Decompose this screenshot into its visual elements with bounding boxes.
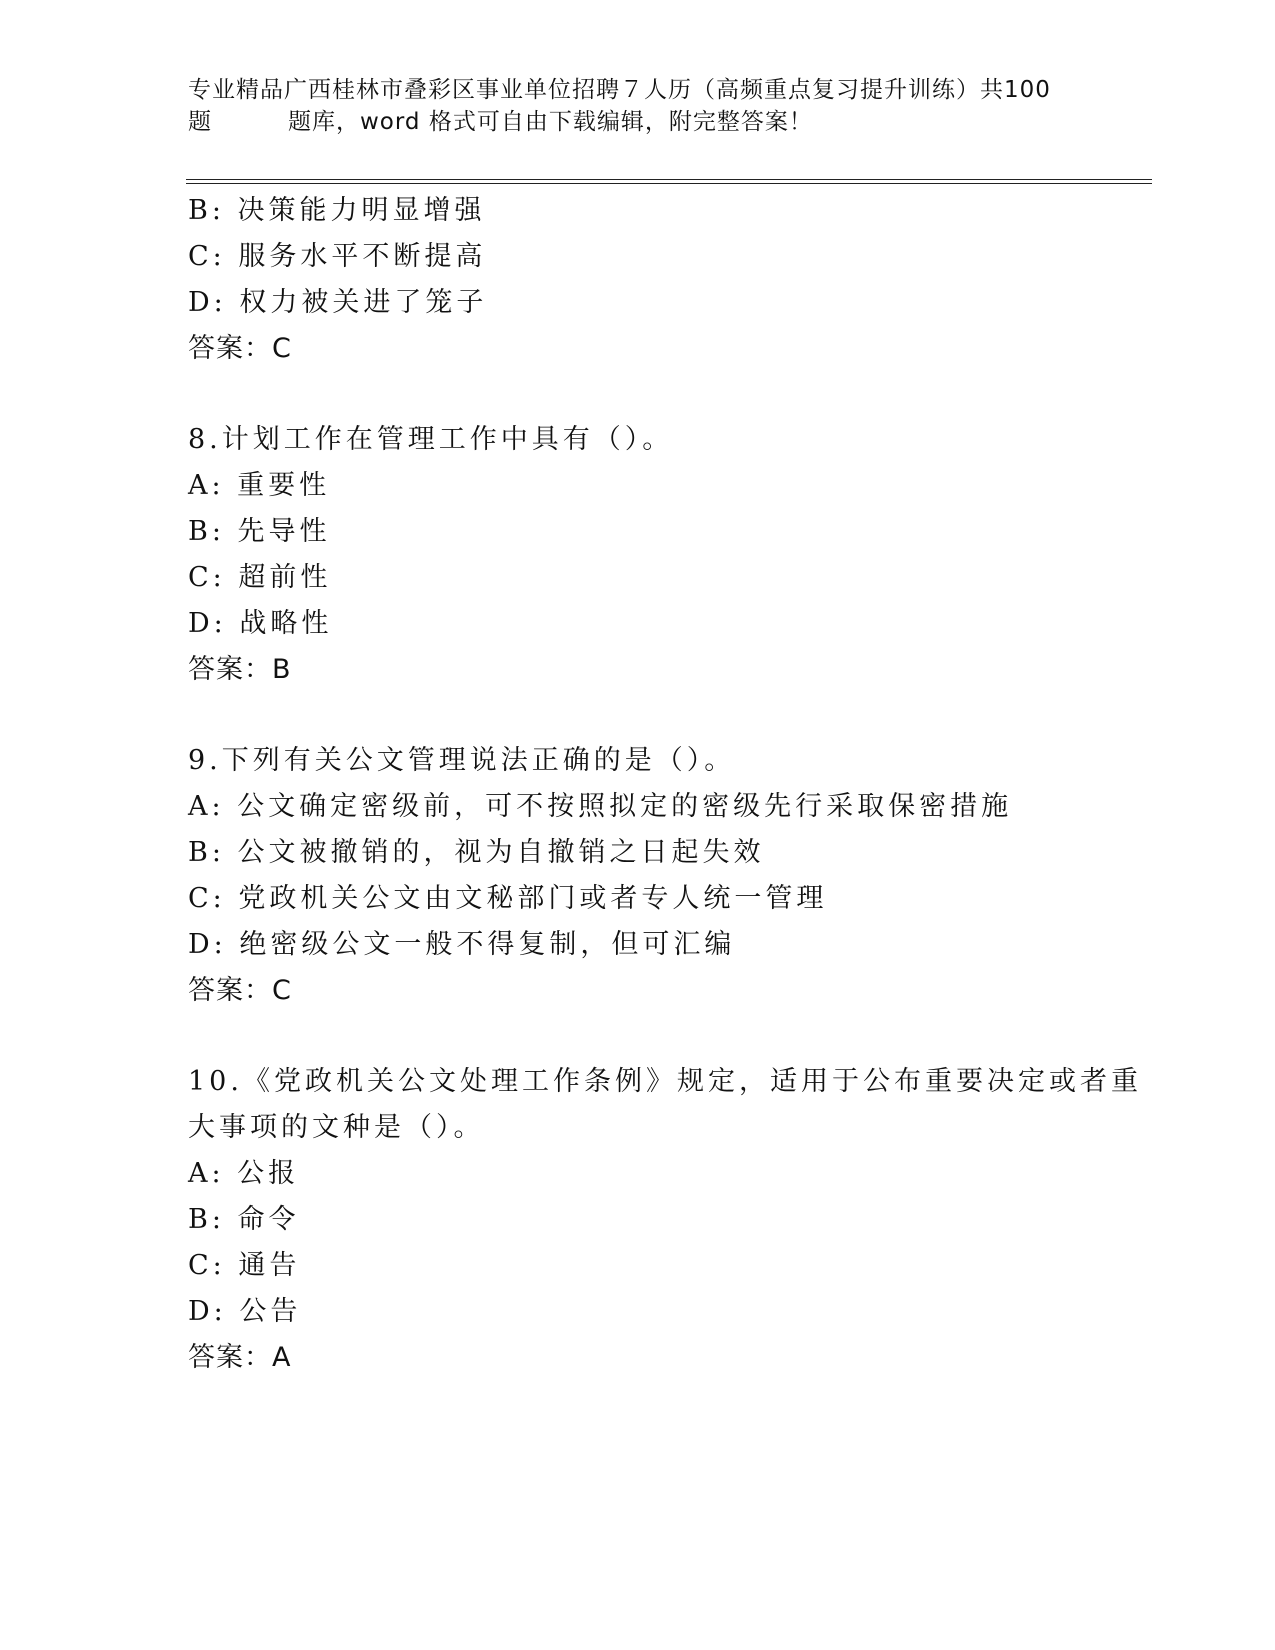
option-b: B: 命令 [188, 1204, 300, 1235]
question-content [188, 188, 1142, 1381]
question-stem-line-2: 大事项的文种是（）。 [188, 1112, 485, 1143]
option-b: B: 先导性 [188, 516, 331, 547]
header-line-2-left: 题 [188, 109, 212, 135]
option-d: D: 公告 [188, 1296, 302, 1327]
header-line-2-right: 题库，word 格式可自由下载编辑，附完整答案！ [288, 109, 813, 135]
header-divider-bottom [186, 183, 1152, 184]
header-title-line-1: 专业精品广西桂林市叠彩区事业单位招聘７人历（高频重点复习提升训练）共100 [188, 77, 1051, 103]
question-8-block [188, 417, 1088, 693]
option-d: D: 绝密级公文一般不得复制，但可汇编 [188, 929, 736, 960]
option-d: D: 战略性 [188, 608, 333, 639]
answer-line: 答案：C [188, 333, 292, 364]
header-divider-top [186, 179, 1152, 180]
answer-line: 答案：C [188, 975, 292, 1006]
option-b: B: 决策能力明显增强 [188, 195, 486, 226]
option-c: C: 党政机关公文由文秘部门或者专人统一管理 [188, 883, 828, 914]
question-spacer [188, 1014, 1088, 1059]
option-a: A: 重要性 [188, 470, 331, 501]
question-stem: 8.计划工作在管理工作中具有（）。 [188, 424, 674, 455]
answer-line: 答案：B [188, 654, 292, 685]
answer-line: 答案：A [188, 1342, 292, 1373]
option-c: C: 服务水平不断提高 [188, 241, 487, 272]
document-header [188, 74, 1088, 138]
previous-question-block [188, 188, 1088, 372]
question-spacer [188, 372, 1088, 417]
question-stem: 9.下列有关公文管理说法正确的是（）。 [188, 745, 736, 776]
option-d: D: 权力被关进了笼子 [188, 287, 488, 318]
option-b: B: 公文被撤销的，视为自撤销之日起失效 [188, 837, 765, 868]
option-a: A: 公文确定密级前，可不按照拟定的密级先行采取保密措施 [188, 791, 1013, 822]
question-10-block [188, 1059, 1142, 1381]
option-c: C: 超前性 [188, 562, 332, 593]
option-a: A: 公报 [188, 1158, 300, 1189]
header-title-line-2 [188, 106, 1088, 138]
option-c: C: 通告 [188, 1250, 301, 1281]
question-spacer [188, 693, 1088, 738]
question-stem-line-1: 10.《党政机关公文处理工作条例》规定，适用于公布重要决定或者重 [188, 1066, 1142, 1097]
question-9-block [188, 738, 1088, 1014]
